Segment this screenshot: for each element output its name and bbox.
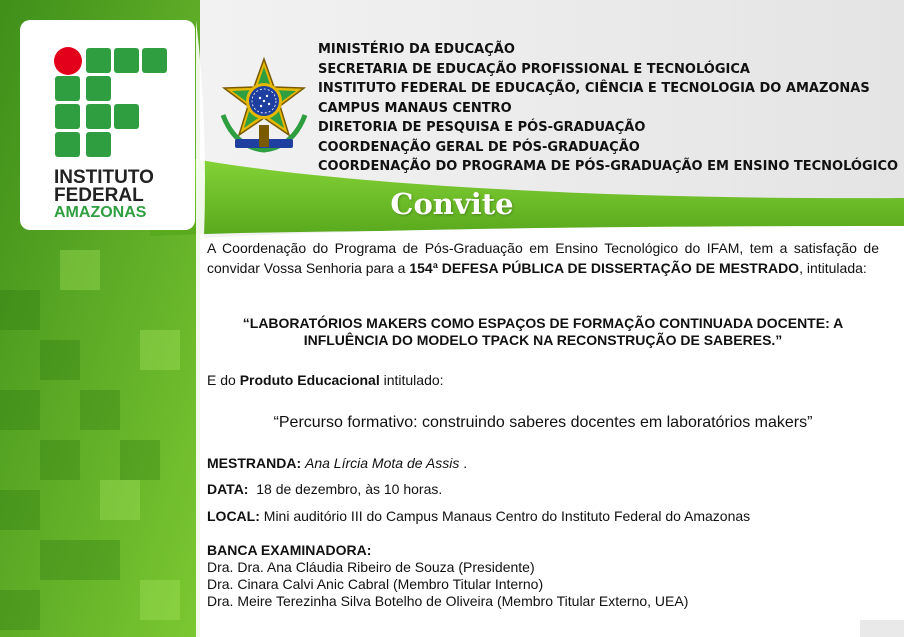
header-line-instituto: INSTITUTO FEDERAL DE EDUCAÇÃO, CIÊNCIA E TECNOLOGIA DO AMAZONAS [318,81,870,96]
banca-section [207,542,688,610]
institution-header [318,40,898,177]
product-line [207,372,444,388]
banca-label: BANCA EXAMINADORA: [207,542,372,558]
product-title: “Percurso formativo: construindo saberes docentes em laboratórios makers” [273,414,813,431]
banca-member: Dra. Dra. Ana Cláudia Ribeiro de Souza (Presidente) [207,559,535,575]
thesis-title: “LABORATÓRIOS MAKERS COMO ESPAÇOS DE FORMAÇÃO CONTINUADA DOCENTE: A INFLUÊNCIA DO MODELO TPACK NA RECONSTRUÇÃO DE SABERES.” [242,315,844,348]
intro-after: , intitulada: [799,260,867,276]
product-bold: Produto Educacional [239,372,380,388]
logo-line-2: FEDERAL [54,185,144,206]
header-line-ministerio: MINISTÉRIO DA EDUCAÇÃO [318,42,515,57]
header-line-secretaria: SECRETARIA DE EDUCAÇÃO PROFISSIONAL E TECNOLÓGICA [318,61,750,77]
intro-bold: 154ª DEFESA PÚBLICA DE DISSERTAÇÃO DE MESTRADO [409,260,800,276]
local-line [207,508,750,524]
brazil-coat-of-arms-icon [215,55,313,157]
local-label: LOCAL: [207,508,260,524]
mestranda-label: MESTRANDA: [207,455,302,471]
header-line-coord-programa: COORDENAÇÃO DO PROGRAMA DE PÓS-GRADUAÇÃO EM ENSINO TECNOLÓGICO [318,159,899,174]
product-prefix: E do [207,372,240,388]
mestranda-suffix: . [459,455,468,471]
product-suffix: intitulado: [379,372,444,388]
banca-member: Dra. Cinara Calvi Anic Cabral (Membro Titular Interno) [207,576,544,592]
mestranda-value: Ana Lírcia Mota de Assis [305,455,460,471]
page-title: Convite [390,187,514,221]
data-label: DATA: [207,481,249,497]
header-line-diretoria: DIRETORIA DE PESQUISA E PÓS-GRADUAÇÃO [318,120,646,135]
banca-member: Dra. Meire Terezinha Silva Botelho de Oliveira (Membro Titular Externo, UEA) [207,593,689,609]
logo-line-3: AMAZONAS [54,204,147,221]
local-value: Mini auditório III do Campus Manaus Centro do Instituto Federal do Amazonas [263,508,751,524]
mestranda-line [207,455,467,471]
logo-line-1: INSTITUTO [54,167,154,188]
intro-text: A Coordenação do Programa de Pós-Graduação em Ensino Tecnológico do IFAM, tem a satisfação de convidar Vossa Senhoria para a [207,240,879,276]
data-line [207,481,442,497]
header-line-campus: CAMPUS MANAUS CENTRO [318,100,512,116]
intro-paragraph [207,238,879,278]
data-value: 18 de dezembro, às 10 horas. [256,481,443,497]
header-line-coord-geral: COORDENAÇÃO GERAL DE PÓS-GRADUAÇÃO [318,139,640,155]
